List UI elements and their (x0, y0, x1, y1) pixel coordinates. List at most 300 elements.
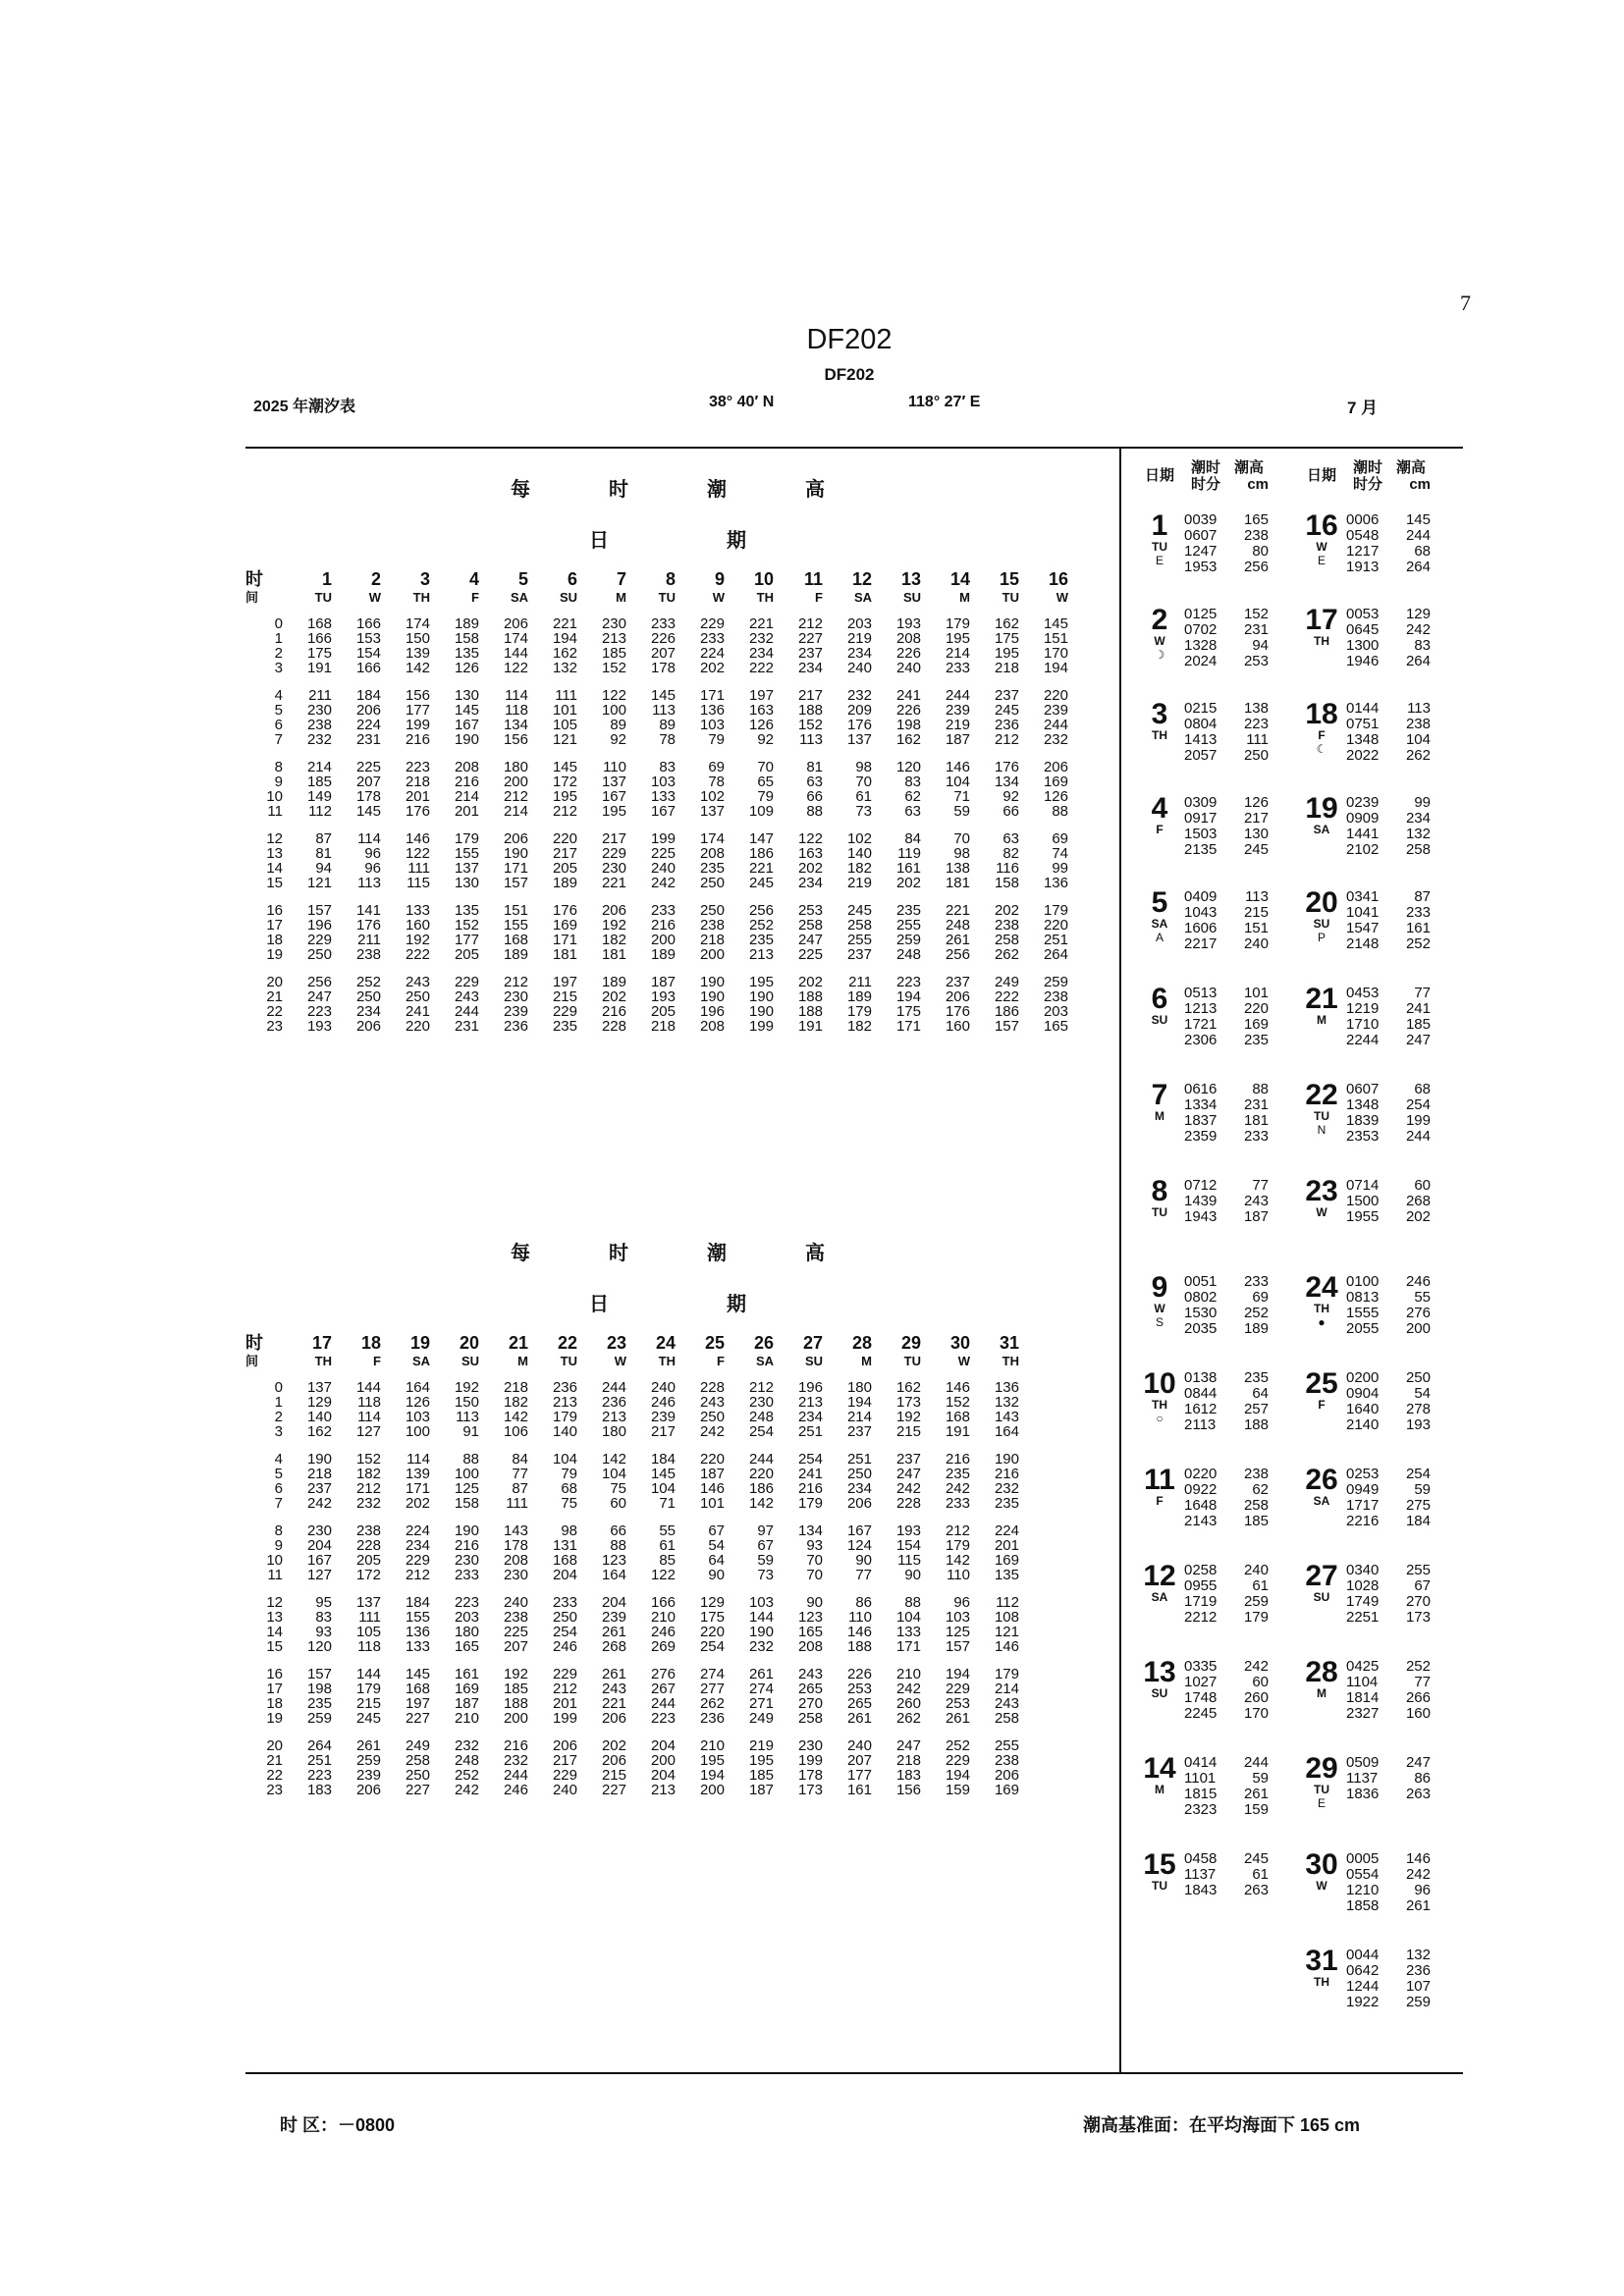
tide-height: 210 (454, 1710, 479, 1727)
tide-height: 217 (601, 830, 626, 847)
day-number: 20 (459, 1333, 479, 1353)
day-number: 26 (753, 1333, 774, 1353)
hour-row (245, 1538, 1019, 1553)
daily-times (1346, 1082, 1389, 1145)
tide-height: 240 (846, 1737, 872, 1754)
tide-height: 250 (699, 1409, 725, 1425)
daily-heights (1391, 1178, 1431, 1225)
tide-height: 77 (512, 1466, 528, 1482)
tide-height: 92 (1002, 788, 1019, 805)
tide-height: 184 (405, 1594, 430, 1611)
tide-height: 105 (355, 1624, 381, 1640)
page-number: 7 (1460, 291, 1471, 315)
tide-height: 242 (895, 1480, 921, 1497)
tide-height: 68 (1414, 543, 1431, 560)
tide-height: 163 (797, 845, 823, 862)
tide-height: 246 (1405, 1273, 1431, 1290)
daily-header-date-left: 日期 (1144, 467, 1174, 484)
tide-time: 1244 (1346, 1978, 1380, 1995)
tide-height: 188 (1243, 1416, 1269, 1433)
tide-height: 190 (748, 988, 774, 1005)
tide-height: 188 (503, 1695, 528, 1712)
daily-header-time-right: 潮时 时分 (1352, 459, 1382, 493)
tide-height: 84 (904, 830, 921, 847)
tide-height: 235 (945, 1466, 970, 1482)
tide-height: 207 (355, 774, 381, 790)
tide-height: 181 (552, 946, 577, 963)
hour-value: 0 (274, 1379, 283, 1396)
tide-time: 0053 (1346, 606, 1380, 622)
hour-value: 4 (274, 1451, 283, 1468)
daily-times (1346, 1274, 1389, 1337)
tide-time: 0922 (1184, 1481, 1218, 1498)
tide-height: 154 (355, 645, 381, 662)
tide-height: 241 (797, 1466, 823, 1482)
day-number: 31 (999, 1333, 1019, 1353)
hour-value: 5 (274, 702, 283, 719)
tide-height: 218 (503, 1379, 528, 1396)
tide-height: 174 (699, 830, 725, 847)
tide-height: 206 (355, 702, 381, 719)
tide-height: 263 (1405, 1786, 1431, 1802)
tide-height: 178 (650, 660, 676, 676)
tide-time: 1953 (1184, 559, 1218, 575)
daily-phase-mark: E (1317, 1796, 1326, 1810)
tide-height: 145 (650, 1466, 676, 1482)
tide-height: 234 (748, 645, 774, 662)
tide-height: 108 (994, 1609, 1019, 1626)
tide-height: 176 (945, 1003, 970, 1020)
daily-entry (1139, 1272, 1301, 1361)
tide-height: 175 (895, 1003, 921, 1020)
hour-value: 7 (274, 731, 283, 748)
tide-height: 229 (945, 1681, 970, 1697)
tide-height: 237 (945, 974, 970, 990)
tide-height: 229 (552, 1003, 577, 1020)
tide-height: 206 (945, 988, 970, 1005)
tide-height: 212 (355, 1480, 381, 1497)
daily-heights (1229, 1178, 1269, 1225)
tide-time: 2217 (1184, 935, 1218, 952)
tide-height: 146 (846, 1624, 872, 1640)
tide-height: 167 (454, 717, 479, 733)
hour-value: 19 (266, 946, 283, 963)
tide-height: 206 (552, 1737, 577, 1754)
hour-value: 5 (274, 1466, 283, 1482)
tide-time: 2306 (1184, 1032, 1218, 1048)
tide-time: 1640 (1346, 1401, 1380, 1417)
tide-height: 237 (846, 1423, 872, 1440)
tide-height: 201 (994, 1537, 1019, 1554)
daily-heights (1229, 1370, 1269, 1433)
tide-height: 208 (699, 845, 725, 862)
tide-height: 236 (503, 1018, 528, 1035)
tide-height: 159 (945, 1782, 970, 1798)
tide-height: 207 (846, 1752, 872, 1769)
tide-height: 137 (699, 803, 725, 820)
tide-height: 248 (748, 1409, 774, 1425)
tide-height: 96 (364, 860, 381, 877)
tide-height: 222 (994, 988, 1019, 1005)
tide-time: 1217 (1346, 543, 1380, 560)
tide-height: 140 (846, 845, 872, 862)
hour-value: 1 (274, 630, 283, 647)
tide-height: 202 (1405, 1208, 1431, 1225)
hour-label: 时 (245, 569, 263, 589)
tide-height: 142 (601, 1451, 626, 1468)
hour-row (245, 1004, 1068, 1019)
tide-height: 187 (650, 974, 676, 990)
day-number: 4 (468, 569, 479, 589)
tide-height: 226 (650, 630, 676, 647)
tide-height: 168 (503, 932, 528, 948)
hour-value: 11 (267, 1567, 283, 1583)
daily-weekday: TH (1314, 634, 1329, 648)
tide-height: 232 (1043, 731, 1068, 748)
tide-height: 205 (355, 1552, 381, 1569)
tide-height: 143 (503, 1522, 528, 1539)
tide-height: 184 (1405, 1513, 1431, 1529)
tide-height: 180 (454, 1624, 479, 1640)
tide-height: 122 (797, 830, 823, 847)
hour-row (245, 718, 1068, 732)
tide-height: 162 (994, 615, 1019, 632)
tide-height: 221 (552, 615, 577, 632)
tide-height: 258 (797, 917, 823, 934)
tide-height: 276 (650, 1666, 676, 1682)
tide-height: 90 (708, 1567, 725, 1583)
tide-time: 1101 (1184, 1770, 1217, 1787)
daily-entry (1139, 605, 1301, 693)
tide-height: 254 (552, 1624, 577, 1640)
tide-height: 258 (994, 1710, 1019, 1727)
tide-height: 247 (797, 932, 823, 948)
tide-height: 216 (650, 917, 676, 934)
tide-height: 246 (552, 1638, 577, 1655)
tide-height: 259 (355, 1752, 381, 1769)
day-number: 19 (409, 1333, 430, 1353)
tide-height: 250 (1405, 1369, 1431, 1386)
tide-height: 54 (1414, 1385, 1431, 1402)
daily-day-number: 18 (1305, 698, 1338, 730)
tide-height: 230 (503, 1567, 528, 1583)
tide-height: 274 (748, 1681, 774, 1697)
tide-height: 267 (650, 1681, 676, 1697)
tide-height: 261 (1243, 1786, 1269, 1802)
tide-height: 194 (945, 1666, 970, 1682)
tide-height: 60 (1414, 1177, 1431, 1194)
tide-height: 213 (601, 1409, 626, 1425)
hour-value: 20 (266, 1737, 283, 1754)
tide-height: 230 (503, 988, 528, 1005)
weekday: W (614, 1354, 626, 1368)
tide-height: 242 (1405, 1866, 1431, 1883)
table-title: 2025 年潮汐表 (253, 399, 356, 415)
daily-heights (1391, 1370, 1431, 1433)
tide-height: 174 (405, 615, 430, 632)
tide-height: 165 (1043, 1018, 1068, 1035)
daily-weekday: TU (1152, 1205, 1167, 1219)
tide-height: 112 (996, 1594, 1019, 1611)
hour-row (245, 903, 1068, 918)
daily-heights (1391, 1274, 1431, 1337)
tide-height: 220 (699, 1451, 725, 1468)
tide-time: 1247 (1184, 543, 1218, 560)
tide-height: 244 (945, 687, 970, 704)
hour-row (245, 1395, 1019, 1410)
tide-time: 1922 (1346, 1994, 1380, 2010)
day-number: 24 (655, 1333, 676, 1353)
tide-height: 103 (699, 717, 725, 733)
hourly-grid (245, 1333, 1019, 1797)
tide-height: 114 (357, 1409, 381, 1425)
tide-height: 217 (552, 845, 577, 862)
tide-height: 252 (355, 974, 381, 990)
weekday: TH (314, 1354, 332, 1368)
tide-height: 87 (512, 1480, 528, 1497)
tide-height: 223 (405, 759, 430, 775)
tide-height: 142 (945, 1552, 970, 1569)
tide-time: 2212 (1184, 1609, 1218, 1626)
tide-height: 182 (846, 860, 872, 877)
tide-height: 223 (306, 1767, 332, 1784)
tide-height: 121 (306, 875, 332, 891)
tide-height: 136 (994, 1379, 1019, 1396)
tide-time: 1503 (1184, 826, 1218, 842)
tide-height: 216 (601, 1003, 626, 1020)
tide-height: 242 (895, 1681, 921, 1697)
tide-height: 189 (1243, 1320, 1269, 1337)
weekday: F (717, 1354, 725, 1368)
tide-height: 98 (855, 759, 872, 775)
hour-row (245, 989, 1068, 1004)
tide-height: 261 (748, 1666, 774, 1682)
daily-day-number: 8 (1151, 1175, 1168, 1207)
tide-height: 226 (846, 1666, 872, 1682)
day-number: 5 (517, 569, 528, 589)
daily-heights (1391, 607, 1431, 669)
tide-height: 191 (945, 1423, 970, 1440)
daily-entry (1301, 510, 1463, 599)
tide-height: 93 (315, 1624, 332, 1640)
daily-weekday: F (1318, 1398, 1326, 1412)
hour-row (245, 1019, 1068, 1034)
tide-height: 174 (503, 630, 528, 647)
tide-time: 0509 (1346, 1754, 1380, 1771)
tide-height: 94 (315, 860, 332, 877)
tide-height: 232 (994, 1480, 1019, 1497)
daily-heights (1391, 1082, 1431, 1145)
tide-height: 233 (1243, 1273, 1269, 1290)
tide-height: 104 (552, 1451, 577, 1468)
daily-weekday: W (1316, 1879, 1327, 1893)
tide-height: 193 (895, 1522, 921, 1539)
tide-height: 77 (855, 1567, 872, 1583)
tide-height: 252 (748, 917, 774, 934)
tide-height: 240 (503, 1594, 528, 1611)
tide-height: 159 (1243, 1801, 1269, 1818)
tide-height: 237 (994, 687, 1019, 704)
tide-height: 235 (699, 860, 725, 877)
tide-time: 0751 (1346, 716, 1380, 732)
tide-height: 189 (846, 988, 872, 1005)
tide-height: 126 (1243, 794, 1269, 811)
daily-times (1184, 607, 1227, 669)
tide-height: 138 (945, 860, 970, 877)
day-number: 12 (851, 569, 872, 589)
tide-time: 2359 (1184, 1128, 1218, 1145)
daily-entry (1301, 1946, 1463, 2034)
tide-height: 230 (306, 702, 332, 719)
tide-time: 0458 (1184, 1850, 1218, 1867)
tide-height: 240 (1243, 935, 1269, 952)
tide-height: 221 (945, 902, 970, 919)
tide-height: 240 (895, 660, 921, 676)
daily-header-height-left: 潮高 cm (1233, 459, 1269, 493)
tide-height: 66 (806, 788, 823, 805)
tide-time: 0340 (1346, 1562, 1380, 1578)
tide-height: 216 (797, 1480, 823, 1497)
tide-height: 70 (855, 774, 872, 790)
tide-height: 64 (1252, 1385, 1269, 1402)
day-number: 15 (999, 569, 1019, 589)
daily-day-number: 28 (1305, 1656, 1338, 1688)
daily-day-number: 6 (1151, 983, 1168, 1015)
tide-height: 205 (552, 860, 577, 877)
tide-height: 132 (1405, 826, 1431, 842)
hourly-subtitle-char: 期 (727, 1294, 746, 1315)
tide-height: 126 (454, 660, 479, 676)
tide-height: 99 (1052, 860, 1068, 877)
tide-height: 61 (1252, 1866, 1269, 1883)
daily-heights (1229, 1563, 1269, 1626)
tide-height: 137 (454, 860, 479, 877)
tide-height: 195 (994, 645, 1019, 662)
tide-height: 202 (994, 902, 1019, 919)
tide-height: 127 (306, 1567, 332, 1583)
hour-value: 10 (266, 1552, 283, 1569)
tide-height: 258 (797, 1710, 823, 1727)
tide-height: 264 (306, 1737, 332, 1754)
tide-height: 186 (748, 845, 774, 862)
tide-height: 67 (757, 1537, 774, 1554)
tide-height: 65 (757, 774, 774, 790)
tide-height: 251 (306, 1752, 332, 1769)
tide-height: 205 (650, 1003, 676, 1020)
tide-height: 254 (797, 1451, 823, 1468)
tide-height: 235 (1243, 1369, 1269, 1386)
day-number: 13 (900, 569, 921, 589)
tide-height: 130 (454, 875, 479, 891)
hour-value: 22 (266, 1003, 283, 1020)
hour-value: 21 (266, 1752, 283, 1769)
tide-height: 136 (1043, 875, 1068, 891)
weekday: SA (411, 1354, 430, 1368)
tide-height: 195 (945, 630, 970, 647)
tide-time: 2323 (1184, 1801, 1218, 1818)
hour-row (245, 661, 1068, 675)
tide-height: 164 (601, 1567, 626, 1583)
tide-time: 0909 (1346, 810, 1380, 827)
hour-row (245, 1553, 1019, 1568)
tide-height: 209 (846, 702, 872, 719)
tide-height: 190 (454, 1522, 479, 1539)
tide-height: 68 (1414, 1081, 1431, 1097)
tide-height: 120 (895, 759, 921, 775)
tide-height: 219 (846, 630, 872, 647)
tide-height: 169 (1243, 1016, 1269, 1033)
tide-time: 0904 (1346, 1385, 1380, 1402)
bottom-rule (245, 2072, 1463, 2074)
tide-height: 213 (552, 1394, 577, 1411)
tide-height: 259 (306, 1710, 332, 1727)
tide-height: 176 (552, 902, 577, 919)
tide-height: 157 (945, 1638, 970, 1655)
tide-height: 176 (994, 759, 1019, 775)
tide-height: 237 (797, 645, 823, 662)
daily-heights (1229, 512, 1269, 575)
tide-height: 161 (846, 1782, 872, 1798)
tide-height: 201 (405, 788, 430, 805)
tide-height: 71 (659, 1495, 676, 1512)
tide-height: 216 (994, 1466, 1019, 1482)
day-number: 7 (616, 569, 626, 589)
daily-entry (1139, 699, 1301, 787)
daily-entry (1301, 1849, 1463, 1938)
hour-row (245, 1783, 1019, 1797)
tide-height: 207 (503, 1638, 528, 1655)
tide-height: 118 (357, 1394, 381, 1411)
tide-height: 112 (308, 803, 332, 820)
hour-value: 13 (266, 1609, 283, 1626)
daily-phase-mark: ○ (1156, 1412, 1164, 1425)
daily-heights (1391, 1755, 1431, 1802)
tide-height: 160 (1405, 1705, 1431, 1722)
hour-value: 10 (266, 788, 283, 805)
tide-time: 0949 (1346, 1481, 1380, 1498)
tide-time: 1955 (1346, 1208, 1380, 1225)
hour-row (245, 1711, 1019, 1726)
tide-height: 194 (699, 1767, 725, 1784)
daily-times (1184, 701, 1227, 764)
tide-height: 195 (552, 788, 577, 805)
tide-time: 0917 (1184, 810, 1218, 827)
tide-height: 150 (454, 1394, 479, 1411)
tide-height: 113 (799, 731, 823, 748)
daily-times (1346, 701, 1389, 764)
tide-height: 55 (659, 1522, 676, 1539)
tide-height: 247 (1405, 1032, 1431, 1048)
day-number: 1 (321, 569, 332, 589)
tide-time: 0453 (1346, 985, 1380, 1001)
tide-height: 63 (904, 803, 921, 820)
daily-times (1346, 1467, 1389, 1529)
tide-height: 156 (895, 1782, 921, 1798)
weekday: W (712, 590, 725, 605)
tide-height: 219 (846, 875, 872, 891)
tide-height: 86 (855, 1594, 872, 1611)
tide-height: 251 (797, 1423, 823, 1440)
hour-row (245, 933, 1068, 947)
daily-weekday: TH (1314, 1975, 1329, 1989)
tide-height: 184 (650, 1451, 676, 1468)
tide-height: 188 (797, 1003, 823, 1020)
daily-day-number: 14 (1143, 1752, 1176, 1785)
tide-height: 251 (1043, 932, 1068, 948)
tide-height: 152 (355, 1451, 381, 1468)
tide-height: 191 (306, 660, 332, 676)
day-number: 25 (704, 1333, 725, 1353)
